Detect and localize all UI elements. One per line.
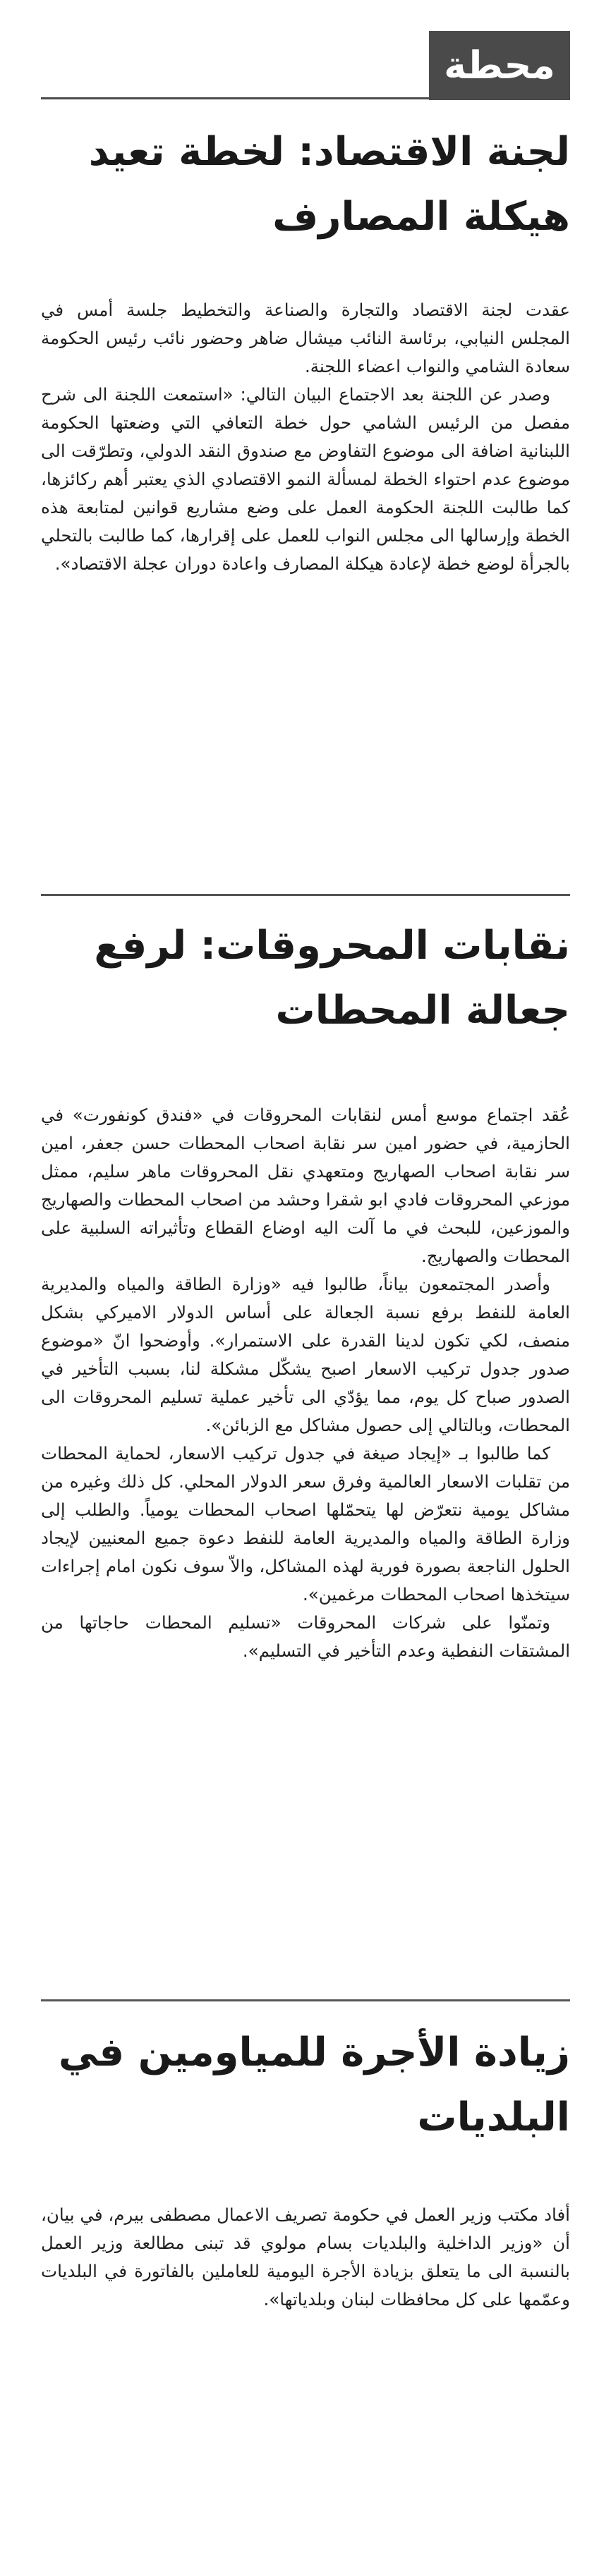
article-paragraph: أفاد مكتب وزير العمل في حكومة تصريف الاعمال مصطفى بيرم، في بيان، أن «وزير الداخلية والبلديات بسام مولوي قد تبنى مطالعة وزير العمل بالنسبة الى ما يتعلق بزيادة الأجرة اليومية للعاملين بالفاتورة في البلديات وعمّمها على كل محافظات لبنان وبلدياتها».	[41, 2204, 570, 2310]
section-tag-rule	[41, 97, 570, 99]
article-headline: نقابات المحروقات: لرفع جعالة المحطات	[94, 923, 570, 1034]
article-economy-committee	[41, 120, 570, 578]
article-paragraph: عقدت لجنة الاقتصاد والتجارة والصناعة والتخطيط جلسة أمس في المجلس النيابي، برئاسة النائب ميشال ضاهر وحضور نائب رئيس الحكومة سعادة الشامي والنواب اعضاء اللجنة.	[41, 300, 570, 376]
article-headline: لجنة الاقتصاد: لخطة تعيد هيكلة المصارف	[88, 129, 570, 240]
article-paragraph: كما طالبوا بـ «إيجاد صيغة في جدول تركيب الاسعار، لحماية المحطات من تقلبات الاسعار العالمية وفرق سعر الدولار المحلي. كل ذلك وغيره من مشاكل يومية نتعرّض لها يتحمّلها اصحاب المحطات يومياً. والطلب إلى وزارة الطاقة والمياه والمديرية العامة للنفط دعوة جميع المعنيين لإيجاد الحلول الناجعة بصورة فورية لهذه المشاكل، والاّ سوف نكون امام إجراءات سيتخذها اصحاب المحطات مرغمين».	[41, 1443, 570, 1605]
section-tag: محطة	[429, 31, 570, 100]
article-paragraph: وصدر عن اللجنة بعد الاجتماع البيان التالي: «استمعت اللجنة الى شرح مفصل من الرئيس الشامي حول خطة التعافي التي وضعتها الحكومة اللبنانية اضافة الى موضوع التفاوض مع صندوق النقد الدولي، وتطرّقت الى موضوع عدم احتواء الخطة لمسألة النمو الاقتصادي الذي يعتبر أهم ركائزها، كما طالبت اللجنة الحكومة العمل على وضع مشاريع قوانين لمتابعة هذه الخطة وإرسالها الى مجلس النواب للعمل على إقرارها، كما طالبت بالتحلي بالجرأة لوضع خطة لإعادة هيكلة المصارف واعادة دوران عجلة الاقتصاد».	[41, 384, 570, 574]
article-fuel-syndicates	[41, 914, 570, 1665]
article-paragraph: وتمنّوا على شركات المحروقات «تسليم المحطات حاجاتها من المشتقات النفطية وعدم التأخير في التسليم».	[41, 1612, 570, 1661]
article-body	[41, 2201, 570, 2314]
article-paragraph: وأصدر المجتمعون بياناً، طالبوا فيه «وزارة الطاقة والمياه والمديرية العامة للنفط برفع نسبة الجعالة على أساس الدولار الاميركي بشكل منصف، لكي تكون لدينا القدرة على الاستمرار». وأوضحوا انّ «موضوع صدور جدول تركيب الاسعار اصبح يشكّل مشكلة لنا، بسبب التأخير في الصدور صباح كل يوم، مما يؤدّي الى تأخير عملية تسليم المحروقات الى المحطات، وبالتالي إلى حصول مشاكل مع الزبائن».	[41, 1274, 570, 1435]
newspaper-page	[41, 0, 570, 2576]
article-divider	[41, 894, 570, 896]
article-paragraph: عُقد اجتماع موسع أمس لنقابات المحروقات في «فندق كونفورت» في الحازمية، في حضور امين سر نقابة اصحاب المحطات حسن جعفر، امين سر نقابة اصحاب الصهاريج ومتعهدي نقل المحروقات ماهر سليم، ممثل موزعي المحروقات فادي ابو شقرا وحشد من اصحاب المحطات والصهاريج والموزعين، للبحث في ما آلت اليه اوضاع القطاع وتأثيراته السلبية على المحطات والصهاريج.	[41, 1105, 570, 1266]
article-municipal-wages	[41, 2020, 570, 2314]
article-headline: زيادة الأجرة للمياومين في البلديات	[58, 2030, 570, 2140]
article-body	[41, 1101, 570, 1665]
article-divider	[41, 1999, 570, 2001]
article-body	[41, 296, 570, 578]
